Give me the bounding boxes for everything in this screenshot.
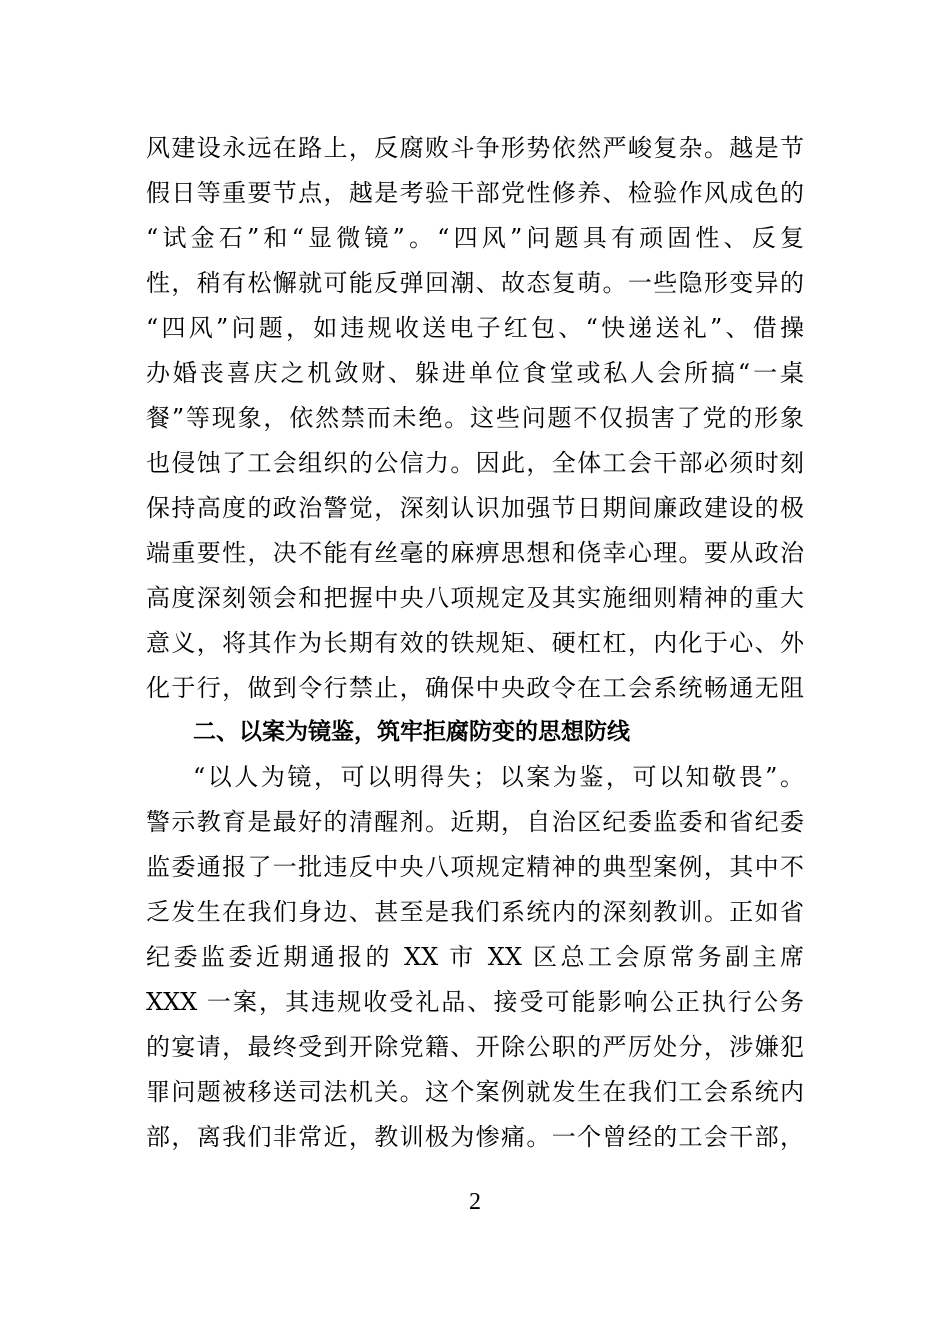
- text-line: 部，离我们非常近，教训极为惨痛。一个曾经的工会干部，: [146, 1123, 804, 1151]
- section-heading: 二、以案为镜鉴，筑牢拒腐防变的思想防线: [193, 719, 630, 745]
- text-line: 警示教育是最好的清醒剂。近期，自治区纪委监委和省纪委: [146, 808, 804, 836]
- text-line: 化于行，做到令行禁止，确保中央政令在工会系统畅通无阻: [146, 674, 804, 702]
- text-line: 办婚丧喜庆之机敛财、躲进单位食堂或私人会所搞“一桌: [146, 359, 804, 387]
- page-number: 2: [469, 1189, 481, 1215]
- text-line: 保持高度的政治警觉，深刻认识加强节日期间廉政建设的极: [146, 494, 804, 522]
- text-line: 纪委监委近期通报的 XX 市 XX 区总工会原常务副主席: [146, 943, 804, 971]
- text-line: 也侵蚀了工会组织的公信力。因此，全体工会干部必须时刻: [146, 449, 804, 477]
- text-line: “四风”问题，如违规收送电子红包、“快递送礼”、借操: [146, 314, 804, 342]
- text-line: “试金石”和“显微镜”。“四风”问题具有顽固性、反复: [146, 224, 804, 252]
- text-line: XXX 一案，其违规收受礼品、接受可能影响公正执行公务: [146, 988, 804, 1016]
- text-line: 监委通报了一批违反中央八项规定精神的典型案例，其中不: [146, 853, 804, 881]
- text-line: 风建设永远在路上，反腐败斗争形势依然严峻复杂。越是节: [146, 134, 804, 162]
- text-line: 的宴请，最终受到开除党籍、开除公职的严厉处分，涉嫌犯: [146, 1033, 804, 1061]
- text-line: 意义，将其作为长期有效的铁规矩、硬杠杠，内化于心、外: [146, 629, 804, 657]
- text-line: 罪问题被移送司法机关。这个案例就发生在我们工会系统内: [146, 1078, 804, 1106]
- text-line: 端重要性，决不能有丝毫的麻痹思想和侥幸心理。要从政治: [146, 539, 804, 567]
- text-line: “以人为镜，可以明得失；以案为鉴，可以知敬畏”。: [193, 763, 804, 791]
- text-line: 假日等重要节点，越是考验干部党性修养、检验作风成色的: [146, 179, 804, 207]
- text-line: 乏发生在我们身边、甚至是我们系统内的深刻教训。正如省: [146, 898, 804, 926]
- text-line: 性，稍有松懈就可能反弹回潮、故态复萌。一些隐形变异的: [146, 269, 804, 297]
- text-line: 高度深刻领会和把握中央八项规定及其实施细则精神的重大: [146, 584, 804, 612]
- text-line: 餐”等现象，依然禁而未绝。这些问题不仅损害了党的形象: [146, 404, 804, 432]
